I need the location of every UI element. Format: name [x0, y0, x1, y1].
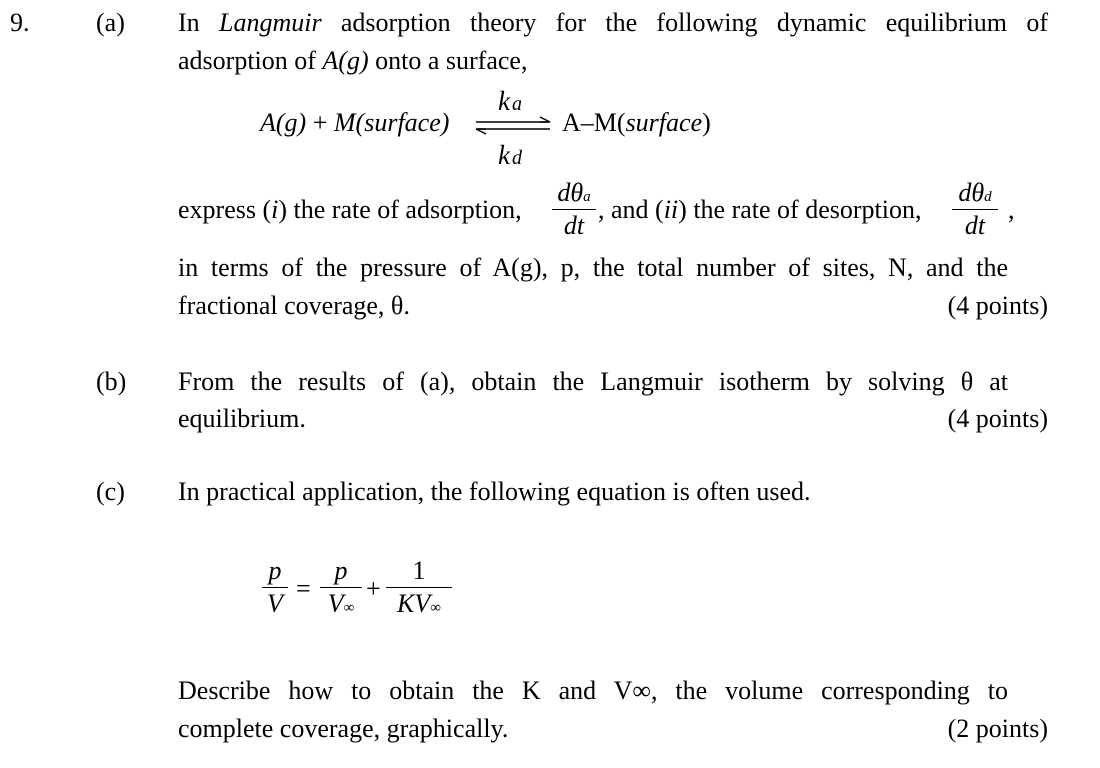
forward-arrow-head — [540, 117, 550, 122]
express-comma: , — [1008, 195, 1015, 224]
reaction-product: A–M(surface) — [562, 108, 711, 137]
part-a-line-2: adsorption of A(g) onto a surface, — [178, 46, 528, 75]
part-a-line-4: in terms of the pressure of A(g), p, the total number of sites, N, and the — [178, 253, 1008, 282]
part-c-line-1: In practical application, the following equation is often used. — [178, 477, 811, 506]
eq-term1-fraction: p V∞ — [320, 558, 362, 617]
part-c-line-3: complete coverage, graphically. — [178, 714, 509, 743]
part-b-line-1: From the results of (a), obtain the Langmuir isotherm by solving θ at — [178, 367, 1008, 396]
rate-adsorption-fraction: dθa dt — [552, 180, 596, 239]
reaction-reactants: A(g) + M(surface) — [260, 108, 450, 137]
part-a-line-1: In Langmuir adsorption theory for the following dynamic equilibrium of — [178, 8, 1048, 37]
rate-constant-forward: ka — [498, 86, 524, 116]
part-a-line-5: fractional coverage, θ. — [178, 291, 410, 320]
eq-equals: = — [296, 574, 311, 603]
equilibrium-arrows — [474, 115, 552, 137]
part-c-label: (c) — [96, 477, 125, 506]
rate-constant-backward: kd — [498, 140, 524, 170]
backward-arrow-head — [476, 129, 486, 134]
eq-term2-fraction: 1 KV∞ — [386, 558, 452, 617]
express-text-desorption: , and (ii) the rate of desorption, — [598, 195, 922, 224]
rate-desorption-fraction: dθd dt — [952, 180, 998, 239]
part-c-line-2: Describe how to obtain the K and V∞, the volume corresponding to — [178, 676, 1008, 705]
express-text-adsorption: express (i) the rate of adsorption, — [178, 195, 522, 224]
part-b-points: (4 points) — [947, 404, 1048, 433]
part-b-label: (b) — [96, 367, 127, 396]
part-b-line-2: equilibrium. — [178, 404, 306, 433]
part-a-points: (4 points) — [947, 291, 1048, 320]
eq-plus: + — [366, 574, 381, 603]
question-number: 9. — [10, 8, 30, 37]
eq-lhs-fraction: p V — [262, 558, 288, 617]
part-a-label: (a) — [96, 8, 125, 37]
part-c-points: (2 points) — [947, 714, 1048, 743]
